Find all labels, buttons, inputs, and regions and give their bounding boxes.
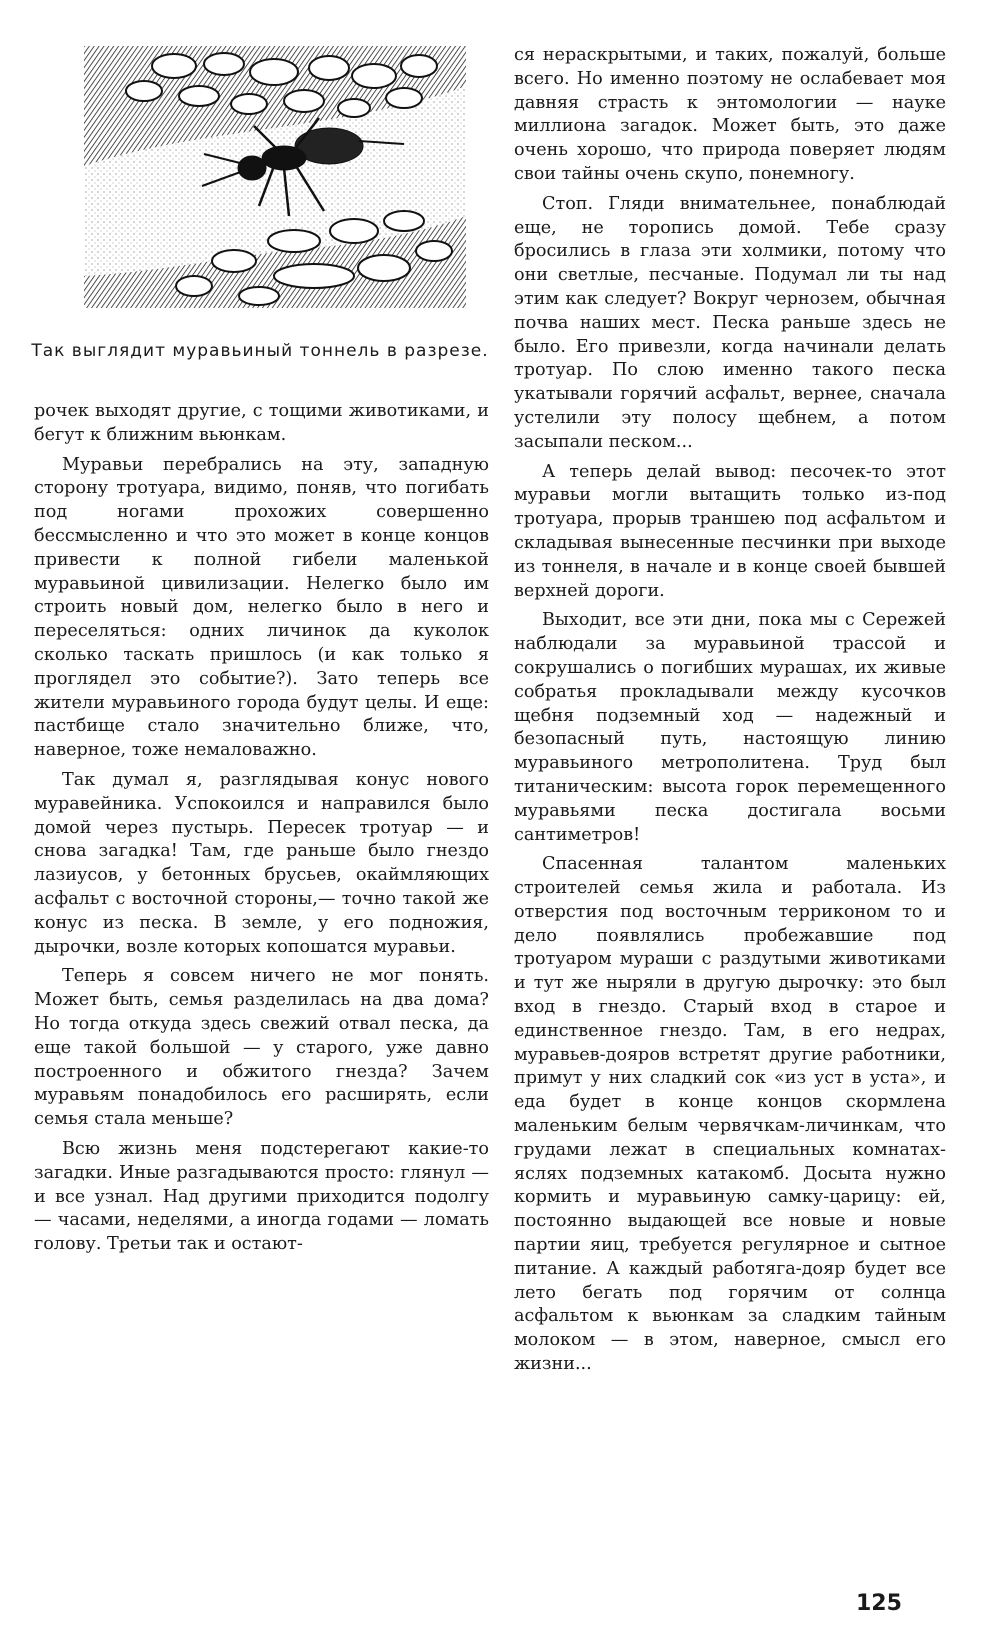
paragraph: Так думал я, разглядывая конус нового муравейника. Успокоился и направился было домой через пустырь. Пересек тротуар — и снова загадка! Там, где раньше было гнездо лазиусов, у бетонных брусьев, окаймляющих асфальт с восточной стороны,— точно такой же конус из песка. В земле, у его подножия, дырочки, возле которых копошатся муравьи.: [34, 769, 489, 957]
ant-tunnel-drawing: [84, 46, 466, 308]
right-column: [514, 44, 946, 1383]
page-number: 125: [856, 1591, 902, 1616]
figure-caption: Так выглядит муравьиный тоннель в разрезе.: [31, 341, 489, 361]
left-column: [34, 400, 489, 1263]
paragraph: рочек выходят другие, с тощими животиками, и бегут к ближним вьюнкам.: [34, 401, 489, 445]
paragraph: Выходит, все эти дни, пока мы с Сережей наблюдали за муравьиной трассой и сокрушались о погибших мурашах, их живые собратья прокладывали между кусочков щебня подземный ход — надежный и безопасный путь, настоящую линию муравьиного метрополитена. Труд был титаническим: высота горок перемещенного муравьями песка достигала восьми сантиметров!: [514, 610, 946, 845]
paragraph: Муравьи перебрались на эту, западную сторону тротуара, видимо, поняв, что погибать под ногами прохожих совершенно бессмысленно и что это может в конце концов привести к полной гибели маленькой муравьиной цивилизации. Нелегко было им строить новый дом, нелегко было в него и переселяться: одних личинок да куколок сколько таскать пришлось (и как только я проглядел это событие?). Зато теперь все жители муравьиного города будут целы. И еще: пастбище стало значительно ближе, что, наверное, тоже немаловажно.: [34, 454, 489, 761]
paragraph: А теперь делай вывод: песочек-то этот муравьи могли вытащить только из-под тротуара, прорыв траншею под асфальтом и складывая вынесенные песчинки при выходе из тоннеля, в начале и в конце своей бывшей верхней дороги.: [514, 461, 946, 601]
paragraph: Всю жизнь меня подстерегают какие-то загадки. Иные разгадываются просто: глянул — и все узнал. Над другими приходится подолгу — часами, неделями, а иногда годами — ломать голову. Третьи так и остают-: [34, 1138, 489, 1255]
paragraph: Теперь я совсем ничего не мог понять. Может быть, семья разделилась на два дома? Но тогда откуда здесь свежий отвал песка, да еще такой большой — у старого, уже давно построенного и обжитого гнезда? Зачем муравьям понадобилось его расширять, если семья стала меньше?: [34, 966, 489, 1130]
paragraph: ся нераскрытыми, и таких, пожалуй, больше всего. Но именно поэтому не ослабевает моя давняя страсть к энтомологии — науке миллиона загадок. Может быть, это даже очень хорошо, что природа поверяет людям свои тайны очень скупо, понемногу.: [514, 45, 946, 184]
paragraph: Стоп. Гляди внимательнее, понаблюдай еще, не торопись домой. Тебе сразу бросились в глаза эти холмики, потому что они светлые, песчаные. Подумал ли ты над этим как следует? Вокруг чернозем, обычная почва наших мест. Песка раньше здесь не было. Его привезли, когда начинали делать тротуар. По слою именно такого песка укатывали горячий асфальт, вернее, сначала устелили эту полосу щебнем, а потом засыпали песком...: [514, 193, 946, 452]
ant-tunnel-illustration: [84, 46, 466, 308]
paragraph: Спасенная талантом маленьких строителей семья жила и работала. Из отверстия под восточным терриконом то и дело появлялись пробежавшие под тротуаром мураши с раздутыми животиками и тут же ныряли в другую дырочку: это был вход в гнездо. Старый вход в старое и единственное гнездо. Там, в его недрах, муравьев-дояров встретят другие работники, примут у них сладкий сок «из уст в уста», и еда будет в конце концов скормлена маленьким белым червячкам-личинкам, что грудами лежат в специальных комнатах-яслях подземных катакомб. Досыта нужно кормить и муравьиную самку-царицу: ей, постоянно выдающей все новые и новые партии яиц, требуется регулярное и сытное питание. А каждый работяга-дояр будет все лето бегать под горячим от солнца асфальтом к вьюнкам за сладким тайным молоком — в этом, наверное, смысл его жизни...: [514, 854, 946, 1375]
